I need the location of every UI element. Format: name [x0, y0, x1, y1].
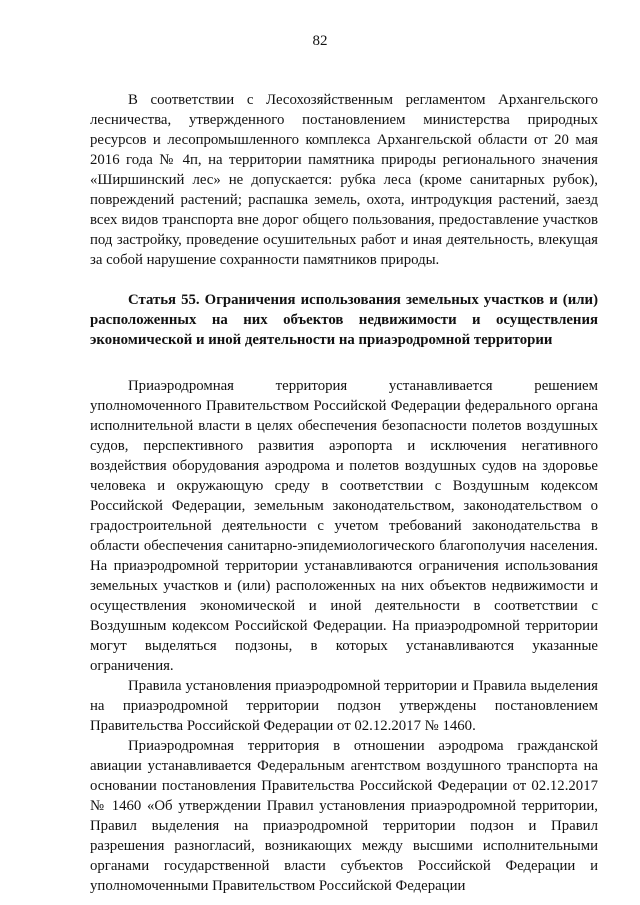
civil-aviation-paragraph: Приаэродромная территория в отношении аэродрома гражданской авиации устанавливается Федеральным агентством воздушного транспорта на основании постановления Правительства Российской Федерации от 02.12.2017 № 1460 «Об утверждении Правил установления приаэродромной территории, Правил выделения на приаэродромной территории подзон и Правил разрешения разногласий, возникающих между высшими исполнительными органами государственной власти субъектов Российской Федерации и уполномоченными Правительством Российской Федерации: [90, 738, 598, 894]
rules-paragraph: Правила установления приаэродромной территории и Правила выделения на приаэродромной территории подзон утверждены постановлением Правительства Российской Федерации от 02.12.2017 № 1460.: [90, 678, 598, 734]
article-heading: Статья 55. Ограничения использования земельных участков и (или) расположенных на них объектов недвижимости и осуществления экономической и иной деятельности на приаэродромной территории: [90, 292, 598, 348]
page-number: 82: [312, 33, 328, 49]
intro-paragraph: В соответствии с Лесохозяйственным регламентом Архангельского лесничества, утвержденного постановлением министерства природных ресурсов и лесопромышленного комплекса Архангельской области от 20 мая 2016 года № 4п, на территории памятника природы регионального значения «Ширшинский лес» не допускается: рубка леса (кроме санитарных рубок), повреждений растений; распашка земель, охота, интродукция растений, заезд всех видов транспорта вне дорог общего пользования, предоставление участков под застройку, проведение осушительных работ и иная деятельность, влекущая за собой нарушение сохранности памятников природы.: [90, 92, 598, 268]
airfield-territory-paragraph: Приаэродромная территория устанавливается решением уполномоченного Правительством Российской Федерации федерального органа исполнительной власти в целях обеспечения безопасности полетов воздушных судов, перспективного развития аэропорта и исключения негативного воздействия оборудования аэродрома и полетов воздушных судов на здоровье человека и окружающую среду в соответствии с Воздушным кодексом Российской Федерации, земельным законодательством, законодательством о градостроительной деятельности с учетом требований законодательства в области обеспечения санитарно-эпидемиологического благополучия населения. На приаэродромной территории устанавливаются ограничения использования земельных участков и (или) расположенных на них объектов недвижимости и осуществления экономической и иной деятельности в соответствии с Воздушным кодексом Российской Федерации. На приаэродромной территории могут выделяться подзоны, в которых устанавливаются указанные ограничения.: [90, 378, 598, 674]
document-body: [90, 90, 598, 896]
